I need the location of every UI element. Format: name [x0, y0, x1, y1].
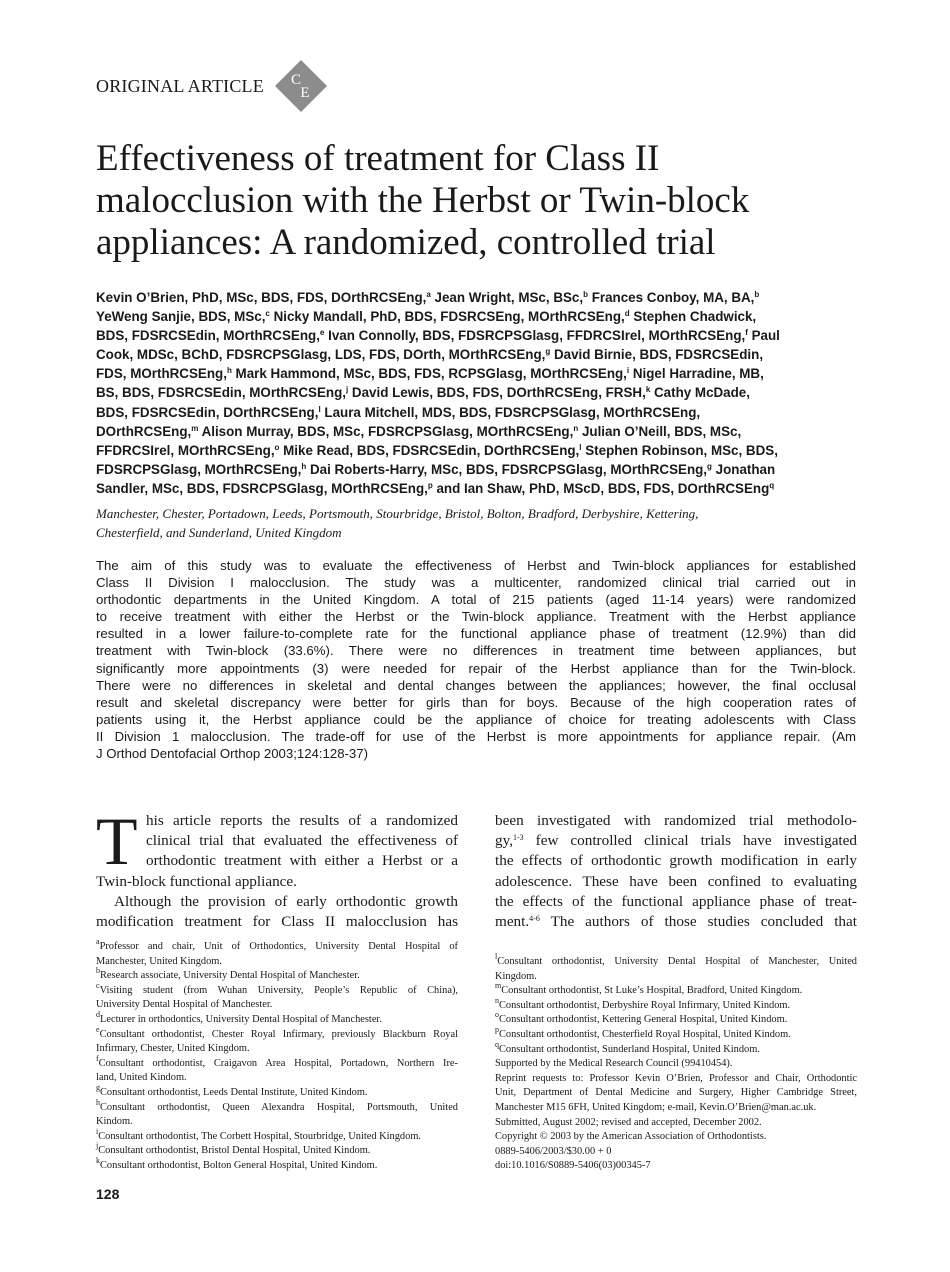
footnote-text: Consultant orthodontist, Bristol Dental Hospital, United Kindom. — [98, 1145, 371, 1157]
author-text: Mark Hammond, MSc, BDS, FDS, RCPSGlasg, MOrthRCSEng, — [231, 366, 627, 382]
body-line: his article reports the results of a randomized — [146, 812, 458, 829]
author-text: Stephen Chadwick, — [629, 309, 757, 325]
logo-letter-e: E — [300, 85, 310, 101]
affiliation-marker: k — [645, 385, 651, 395]
abstract-line: significantly more appointments (3) were needed for repair of the Herbst appliance than for the Twin-block. — [96, 660, 856, 676]
footnote-line: Copyright © 2003 by the American Association of Orthodontists. — [495, 1131, 767, 1143]
author-text: Mike Read, BDS, FDSRCSEdin, DOrthRCSEng, — [279, 442, 580, 458]
footnote-text: Lecturer in orthodontics, University Dental Hospital of Manchester. — [100, 1013, 382, 1025]
author-line — [96, 441, 876, 460]
abstract-line: resulted in a lower failure-to-complete rate for the functional appliance phase of treatment (12.9%) than did — [96, 626, 856, 642]
article-title — [96, 138, 896, 264]
author-text: BS, BDS, FDSRCSEdin, MOrthRCSEng, — [96, 385, 346, 401]
footnotes-right — [495, 952, 857, 1174]
footnote-line — [495, 995, 857, 1014]
footnote-line — [96, 1053, 458, 1072]
body-text: ment. — [495, 913, 530, 931]
footnote-line: Infirmary, Chester, United Kingdom. — [96, 1043, 250, 1055]
author-text: FDSRCPSGlasg, MOrthRCSEng, — [96, 461, 302, 477]
footnote-line: University Dental Hospital of Manchester. — [96, 999, 273, 1011]
footnote-marker: q — [495, 1039, 499, 1049]
footnote-line — [96, 1082, 458, 1101]
footnote-line: Kindom. — [96, 1116, 133, 1128]
body-line — [495, 912, 857, 932]
author-text: Dai Roberts-Harry, MSc, BDS, FDSRCPSGlasg, MOrthRCSEng, — [306, 461, 708, 477]
affiliation-marker: f — [745, 328, 748, 338]
footnote-line — [96, 1155, 458, 1174]
author-line — [96, 479, 876, 498]
footnote-text: Consultant orthodontist, Derbyshire Royal Infirmary, United Kindom. — [499, 999, 791, 1011]
affiliation-marker: a — [426, 290, 431, 299]
body-line — [495, 872, 857, 892]
footnote-marker: c — [96, 980, 100, 990]
body-line: orthodontic treatment with either a Herbst or a — [146, 852, 458, 870]
body-text: been investigated with randomized trial methodolo- — [495, 812, 857, 829]
footnote-marker: k — [96, 1155, 100, 1165]
footnote-marker: h — [96, 1097, 100, 1107]
footnote-line — [96, 1126, 458, 1145]
author-line — [96, 307, 876, 326]
author-line — [96, 422, 876, 441]
author-text: Cook, MDSc, BChD, FDSRCPSGlasg, LDS, FDS, DOrth, MOrthRCSEng, — [96, 347, 546, 363]
footnote-marker: g — [96, 1082, 100, 1092]
affiliation-marker: b — [754, 290, 760, 299]
footnote-text: Consultant orthodontist, Chester Royal Infirmary, previously Blackburn Royal — [99, 1028, 458, 1040]
footnotes-left — [96, 937, 458, 1174]
abstract-line: to receive treatment with either the Herbst or the Twin-block appliance. Treatment with the Herbst appliance — [96, 609, 856, 625]
author-text: Laura Mitchell, MDS, BDS, FDSRCPSGlasg, MOrthRCSEng, — [320, 404, 701, 420]
author-text: DOrthRCSEng, — [96, 423, 192, 439]
author-text: Alison Murray, BDS, MSc, FDSRCPSGlasg, MOrthRCSEng, — [198, 423, 574, 439]
affiliation-line: Manchester, Chester, Portadown, Leeds, Portsmouth, Stourbridge, Bristol, Bolton, Bradford, Derbyshire, Kettering, — [96, 506, 699, 521]
footnote-marker: m — [495, 981, 502, 991]
footnote-line — [495, 1039, 857, 1058]
title-line: Effectiveness of treatment for Class II — [96, 138, 660, 179]
author-text: Jean Wright, MSc, BSc, — [430, 290, 584, 305]
author-text: Cathy McDade, — [650, 385, 750, 401]
body-line: Although the provision of early orthodontic growth — [114, 892, 458, 910]
footnote-text: Consultant orthodontist, University Dental Hospital of Manchester, United — [497, 956, 857, 967]
footnote-text: Professor and chair, Unit of Orthodontics, University Dental Hospital of — [99, 941, 458, 952]
affiliation-marker: d — [624, 309, 630, 319]
affiliation-marker: p — [427, 480, 433, 490]
author-text: Nigel Harradine, MB, — [629, 366, 764, 382]
body-text: gy, — [495, 832, 513, 850]
author-text: FFDRCSIrel, MOrthRCSEng, — [96, 442, 275, 458]
body-text: the effects of the functional appliance phase of treat- — [495, 892, 857, 910]
abstract-line: Class II Division I malocclusion. The study was a multicenter, randomized clinical trial carried out in — [96, 575, 856, 591]
footnote-text: Consultant orthodontist, Kettering General Hospital, United Kindom. — [499, 1014, 788, 1026]
title-line: malocclusion with the Herbst or Twin-block — [96, 180, 750, 221]
abstract-line: II Division 1 malocclusion. The trade-off for use of the Herbst is more appointments for appliance repair. (Am — [96, 728, 856, 744]
author-text: Sandler, MSc, BDS, FDSRCPSGlasg, MOrthRCSEng, — [96, 480, 428, 496]
body-column-right — [495, 811, 857, 932]
drop-cap: T — [96, 803, 138, 879]
abstract-line: orthodontic departments in the United Kingdom. A total of 215 patients (aged 11-14 years) were randomized — [96, 592, 856, 608]
author-text: BDS, FDSRCSEdin, DOrthRCSEng, — [96, 404, 319, 420]
affiliation-marker: l — [318, 404, 321, 414]
author-line — [96, 345, 876, 364]
affiliation-marker: g — [545, 347, 551, 357]
footnote-text: Consultant orthodontist, Sunderland Hospital, United Kindom. — [499, 1043, 760, 1055]
footnote-marker: o — [495, 1010, 499, 1020]
citation-marker: 1-3 — [513, 833, 524, 843]
footnote-line: land, United Kindom. — [96, 1072, 187, 1084]
footnote-marker: j — [96, 1141, 99, 1151]
footnote-text: Research associate, University Dental Hospital of Manchester. — [100, 970, 360, 982]
affiliation-marker: m — [191, 423, 199, 433]
footnote-line — [96, 1141, 458, 1159]
footnote-line — [96, 1097, 458, 1116]
footnote-text: Consultant orthodontist, Leeds Dental Institute, United Kindom. — [100, 1086, 368, 1098]
ce-diamond-logo — [274, 59, 328, 113]
title-line: appliances: A randomized, controlled trial — [96, 222, 716, 263]
author-text: YeWeng Sanjie, BDS, MSc, — [96, 309, 266, 325]
author-line — [96, 288, 876, 307]
footnote-line — [96, 966, 458, 984]
author-text: FDS, MOrthRCSEng, — [96, 366, 227, 382]
footnote-text: Visiting student (from Wuhan University, People’s Republic of China), — [99, 984, 458, 996]
body-column-left — [96, 803, 458, 932]
author-text: and Ian Shaw, PhD, MScD, BDS, FDS, DOrthRCSEng — [432, 480, 770, 496]
affiliation-locations — [96, 504, 876, 542]
footnote-line: Reprint requests to: Professor Kevin O’Brien, Professor and Chair, Orthodontic — [495, 1072, 857, 1084]
abstract-line: result and skeletal discrepancy were better for girls than for boys. Because of the high cooperation rates of — [96, 694, 856, 710]
footnote-line: doi:10.1016/S0889-5406(03)00345-7 — [495, 1160, 651, 1172]
footnote-marker: b — [96, 966, 100, 976]
body-line: clinical trial that evaluated the effectiveness of — [146, 832, 458, 850]
footnote-marker: l — [495, 952, 498, 961]
affiliation-marker: n — [573, 423, 579, 433]
footnote-line: Unit, Department of Dental Medicine and Surgery, Higher Cambridge Street, — [495, 1087, 857, 1099]
logo-letter-c: C — [290, 72, 301, 88]
affiliation-marker: h — [226, 366, 232, 376]
footnote-line — [96, 1024, 458, 1043]
footnote-text: Consultant orthodontist, Craigavon Area Hospital, Portadown, Northern Ire- — [98, 1057, 458, 1069]
body-line — [495, 851, 857, 871]
article-header — [96, 64, 328, 108]
affiliation-marker: i — [626, 366, 630, 376]
citation-marker: 4-6 — [529, 914, 540, 924]
author-line — [96, 403, 876, 422]
footnote-text: Consultant orthodontist, Bolton General Hospital, United Kindom. — [100, 1159, 378, 1171]
author-text: Stephen Robinson, MSc, BDS, — [581, 442, 778, 458]
footnote-line: Manchester M15 6FH, United Kingdom; e-mail, Kevin.O’Brien@man.ac.uk. — [495, 1101, 817, 1113]
body-line — [495, 831, 857, 851]
author-line — [96, 364, 876, 383]
author-text: Ivan Connolly, BDS, FDSRCPSGlasg, FFDRCSIrel, MOrthRCSEng, — [324, 328, 746, 344]
author-text: Jonathan — [711, 461, 776, 477]
affiliation-marker: h — [301, 461, 307, 471]
footnote-line — [495, 981, 857, 999]
footnote-marker: e — [96, 1024, 100, 1034]
page-number: 128 — [96, 1186, 120, 1202]
body-line: modification treatment for Class II malocclusion has — [96, 913, 458, 931]
footnote-text: Consultant orthodontist, Queen Alexandra Hospital, Portsmouth, United — [100, 1101, 458, 1113]
footnote-line — [96, 937, 458, 955]
footnote-line: Kingdom. — [495, 970, 537, 982]
author-text: David Lewis, BDS, FDS, DOrthRCSEng, FRSH, — [348, 385, 646, 401]
body-text: few controlled clinical trials have investigated — [523, 832, 857, 850]
footnote-marker: i — [96, 1126, 99, 1136]
footnote-line: Manchester, United Kingdom. — [96, 955, 222, 967]
footnote-text: Consultant orthodontist, Chesterfield Royal Hospital, United Kindom. — [499, 1028, 791, 1040]
affiliation-marker: b — [583, 290, 588, 299]
footnote-line — [495, 1010, 857, 1028]
footnote-text: Consultant orthodontist, St Luke’s Hospital, Bradford, United Kingdom. — [501, 985, 803, 997]
affiliation-marker: c — [265, 309, 270, 319]
author-text: Paul — [747, 328, 780, 344]
footnote-line: Supported by the Medical Research Council (99410454). — [495, 1058, 733, 1070]
author-text: Nicky Mandall, PhD, BDS, FDSRCSEng, MOrthRCSEng, — [269, 309, 625, 325]
body-line — [495, 811, 857, 831]
body-line: Twin-block functional appliance. — [96, 872, 297, 890]
author-list — [96, 288, 876, 498]
body-text: the effects of orthodontic growth modification in early — [495, 852, 857, 870]
author-line — [96, 460, 876, 479]
body-text: adolescence. These have been confined to evaluating — [495, 872, 857, 890]
footnote-line — [495, 1024, 857, 1043]
author-line — [96, 326, 876, 345]
footnote-line — [495, 952, 857, 970]
footnote-marker: d — [96, 1009, 100, 1019]
footnote-marker: a — [96, 937, 100, 946]
affiliation-marker: q — [769, 480, 775, 490]
footnote-line — [96, 980, 458, 999]
affiliation-marker: j — [345, 385, 349, 395]
author-text: Julian O’Neill, BDS, MSc, — [578, 423, 742, 439]
footnote-line — [96, 1009, 458, 1028]
affiliation-marker: o — [274, 442, 280, 452]
section-label: ORIGINAL ARTICLE — [96, 75, 264, 96]
body-text: The authors of those studies concluded that — [539, 913, 857, 931]
affiliation-marker: g — [707, 461, 712, 471]
author-text: Frances Conboy, MA, BA, — [587, 290, 755, 305]
footnote-text: Consultant orthodontist, The Corbett Hospital, Stourbridge, United Kingdom. — [98, 1130, 421, 1142]
footnote-marker: f — [96, 1053, 99, 1063]
footnote-marker: n — [495, 995, 499, 1005]
affiliation-line: Chesterfield, and Sunderland, United Kingdom — [96, 525, 342, 540]
author-text: Kevin O’Brien, PhD, MSc, BDS, FDS, DOrthRCSEng, — [96, 290, 427, 305]
abstract-line: patients using it, the Herbst appliance could be the appliance of choice for treating adolescents with Class — [96, 711, 856, 727]
body-line — [495, 892, 857, 912]
footnote-line: Submitted, August 2002; revised and accepted, December 2002. — [495, 1116, 762, 1128]
author-text: BDS, FDSRCSEdin, MOrthRCSEng, — [96, 328, 320, 344]
abstract — [96, 557, 856, 762]
author-line — [96, 383, 876, 402]
footnote-marker: p — [495, 1024, 499, 1034]
abstract-line: The aim of this study was to evaluate the effectiveness of Herbst and Twin-block appliances for established — [96, 558, 856, 573]
author-text: David Birnie, BDS, FDSRCSEdin, — [550, 347, 764, 363]
abstract-line: There were no differences in skeletal and dental changes between the appliances; however, the final occlusal — [96, 677, 856, 693]
abstract-line: treatment with Twin-block (33.6%). There were no differences in treatment time between appliances, but — [96, 643, 856, 659]
abstract-line: J Orthod Dentofacial Orthop 2003;124:128-37) — [96, 746, 368, 762]
affiliation-marker: e — [319, 328, 325, 338]
affiliation-marker: l — [579, 442, 582, 452]
footnote-line: 0889-5406/2003/$30.00 + 0 — [495, 1145, 612, 1157]
